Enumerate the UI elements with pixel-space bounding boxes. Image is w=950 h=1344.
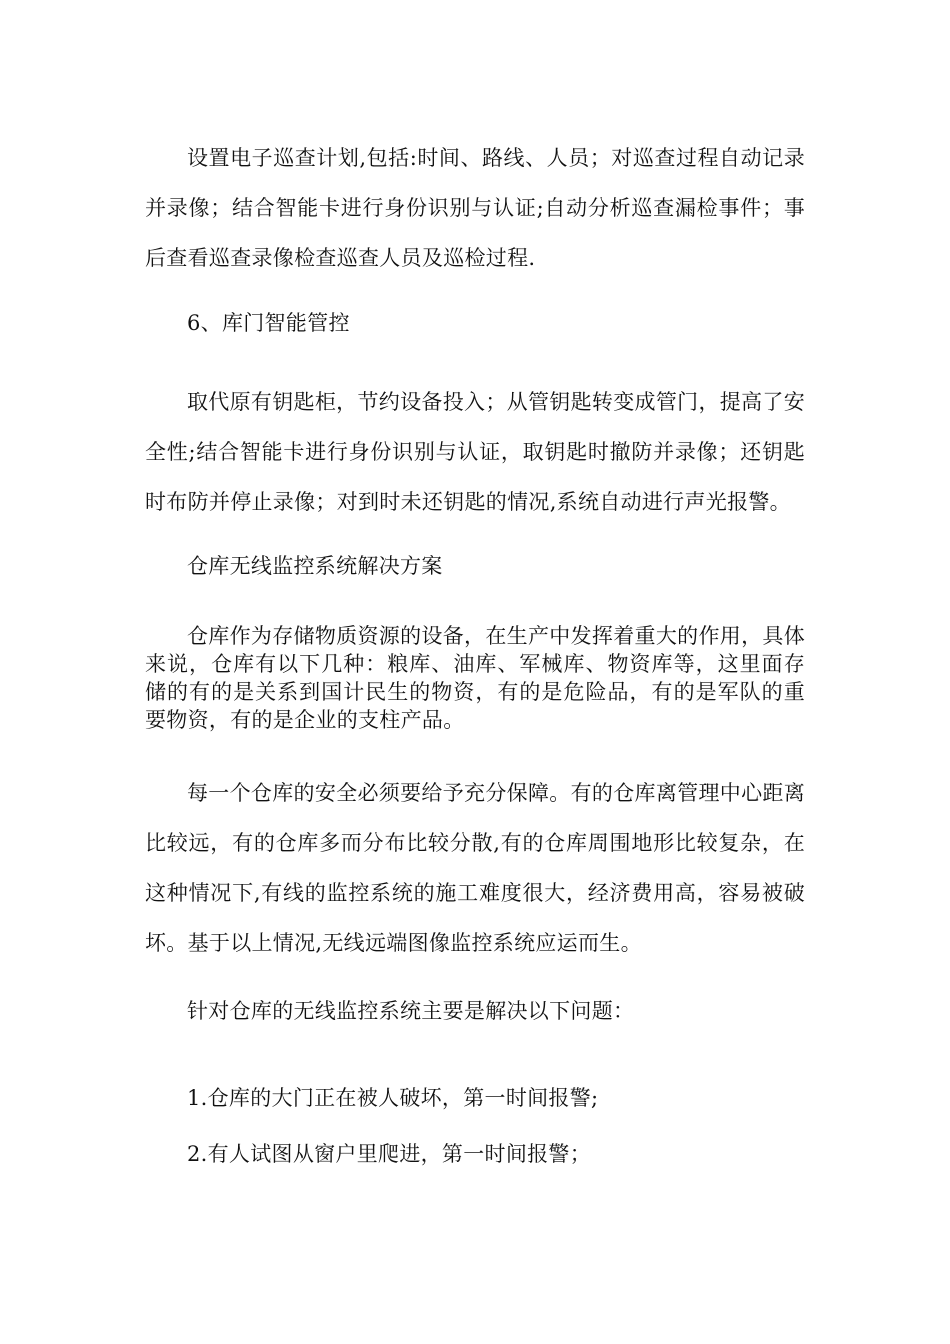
paragraph-warehouse-safety: 每一个仓库的安全必须要给予充分保障。有的仓库离管理中心距离比较远，有的仓库多而分布比较分散,有的仓库周围地形比较复杂，在这种情况下,有线的监控系统的施工难度很大，经济费用高，容易被破坏。基于以上情况,无线远端图像监控系统应运而生。 [145, 781, 805, 955]
section-heading-door-control: 6、库门智能管控 [187, 311, 350, 335]
list-item-gate-alarm: 1.仓库的大门正在被人破坏，第一时间报警; [187, 1086, 599, 1110]
list-item-window-alarm: 2.有人试图从窗户里爬进，第一时间报警； [187, 1142, 592, 1166]
paragraph-warehouse-role: 仓库作为存储物质资源的设备，在生产中发挥着重大的作用，具体来说，仓库有以下几种：粮库、油库、军械库、物资库等，这里面存储的有的是关系到国计民生的物资，有的是危险品，有的是军队的重要物资，有的是企业的支柱产品。 [145, 624, 805, 732]
paragraph-problems-intro: 针对仓库的无线监控系统主要是解决以下问题： [187, 999, 635, 1023]
paragraph-door-control: 取代原有钥匙柜，节约设备投入；从管钥匙转变成管门，提高了安全性;结合智能卡进行身份识别与认证，取钥匙时撤防并录像；还钥匙时布防并停止录像；对到时未还钥匙的情况,系统自动进行声光报警。 [145, 390, 805, 514]
paragraph-patrol-plan: 设置电子巡查计划,包括:时间、路线、人员；对巡查过程自动记录并录像；结合智能卡进行身份识别与认证;自动分析巡查漏检事件；事后查看巡查录像检查巡查人员及巡检过程. [145, 146, 805, 270]
section-heading-wireless-solution: 仓库无线监控系统解决方案 [187, 554, 443, 578]
